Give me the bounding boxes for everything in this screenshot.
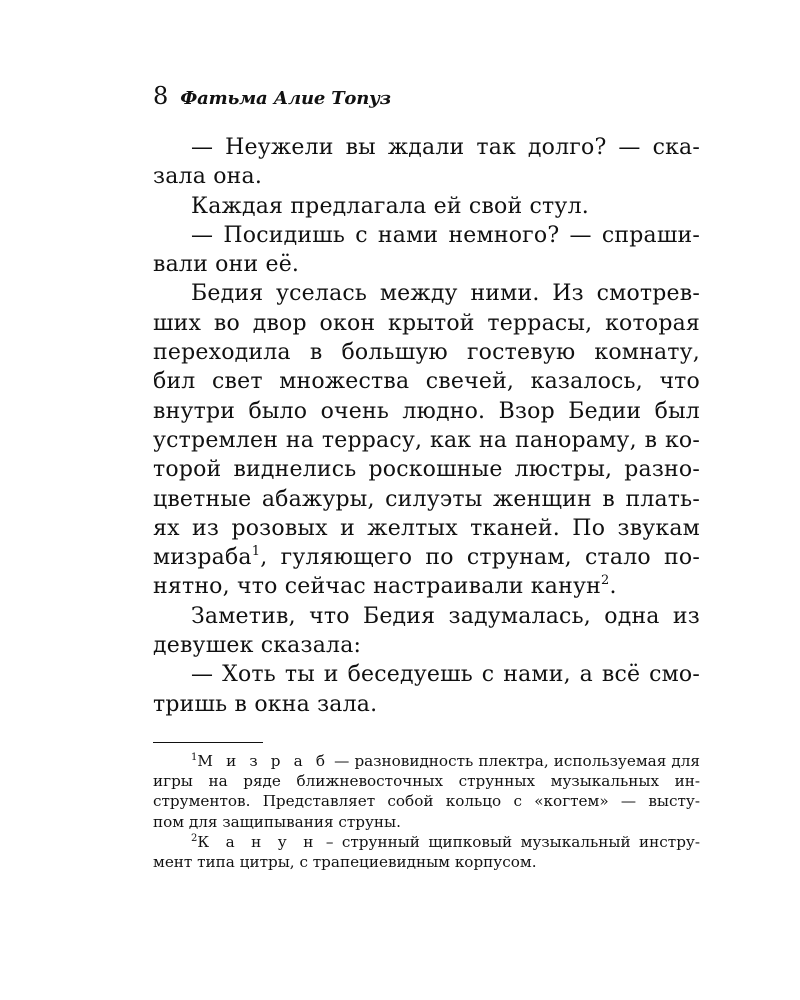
text-line: — Хоть ты и беседуешь с нами, а всё смо- [191,662,700,688]
footnote-line: игры на ряде ближневосточных струнных музыкальных ин- [153,772,700,791]
text-line: ях из розовых и желтых тканей. По звукам [153,515,700,541]
footnote-ref-1[interactable]: 1 [251,544,261,560]
text-line: внутри было очень людно. Взор Бедии был [153,398,700,424]
running-head [153,82,391,110]
footnote-2 [153,832,700,852]
text-line: ших во двор окон крытой террасы, которая [153,310,700,336]
text-segment: . [609,574,617,600]
text-line: девушек сказала: [153,633,362,659]
text-line: тришь в окна зала. [153,691,378,717]
text-line [153,572,700,601]
text-segment: , гуляющего по струнам, стало по- [260,545,700,571]
author-name: Фатьма Алие Топуз [180,88,391,109]
footnote-divider [153,742,263,743]
footnote-term: К а н у н [197,832,318,851]
text-segment: нятно, что сейчас настраивали канун [153,574,601,600]
text-line: — Посидишь с нами немного? — спраши- [191,222,700,248]
text-line: зала она. [153,164,263,190]
footnote-line: мент типа цитры, с трапециевидным корпусом. [153,852,537,871]
text-line: бил свет множества свечей, казалось, что [153,369,700,395]
text-line: Заметив, что Бедия задумалась, одна из [191,603,700,629]
footnote-line: пом для защипывания струны. [153,812,401,831]
text-line: Каждая предлагала ей свой стул. [191,193,589,219]
footnote-mark-2: 2 [191,832,198,844]
footnote-1 [153,751,700,771]
footnote-term: М и з р а б [197,752,329,770]
text-line: переходила в большую гостевую комнату, [153,340,700,366]
text-line [153,543,700,572]
footnote-ref-2[interactable]: 2 [600,573,610,589]
body-text [153,133,700,719]
text-line: — Неужели вы ждали так долго? — ска- [191,135,700,160]
text-line: вали они её. [153,252,300,278]
text-line: Бедия уселась между ними. Из смотрев- [191,281,700,307]
footnote-line: струментов. Представляет собой кольцо с «когтем» — высту- [153,792,700,811]
footnote-text: – струнный щипковый музыкальный инстру- [317,832,700,851]
text-line: цветные абажуры, силуэты женщин в плать- [153,486,700,512]
text-line: торой виднелись роскошные люстры, разно- [153,457,700,483]
footnote-text: — разновидность плектра, используемая для [328,752,700,770]
mizrab-word: мизраба [153,545,252,571]
footnote-mark-1: 1 [191,752,198,763]
footnotes [153,751,700,872]
text-line: устремлен на террасу, как на панораму, в ко- [153,427,700,453]
page-number: 8 [153,82,169,110]
